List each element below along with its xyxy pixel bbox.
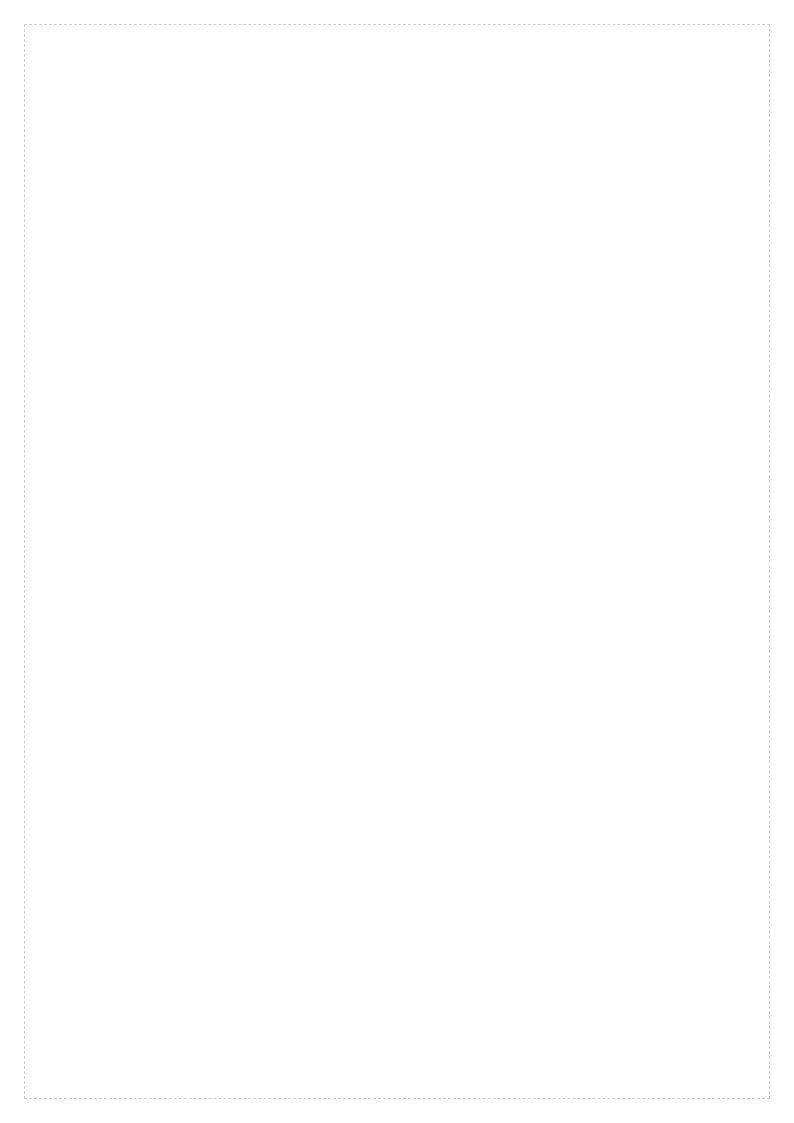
content-placeholder bbox=[24, 24, 770, 1099]
